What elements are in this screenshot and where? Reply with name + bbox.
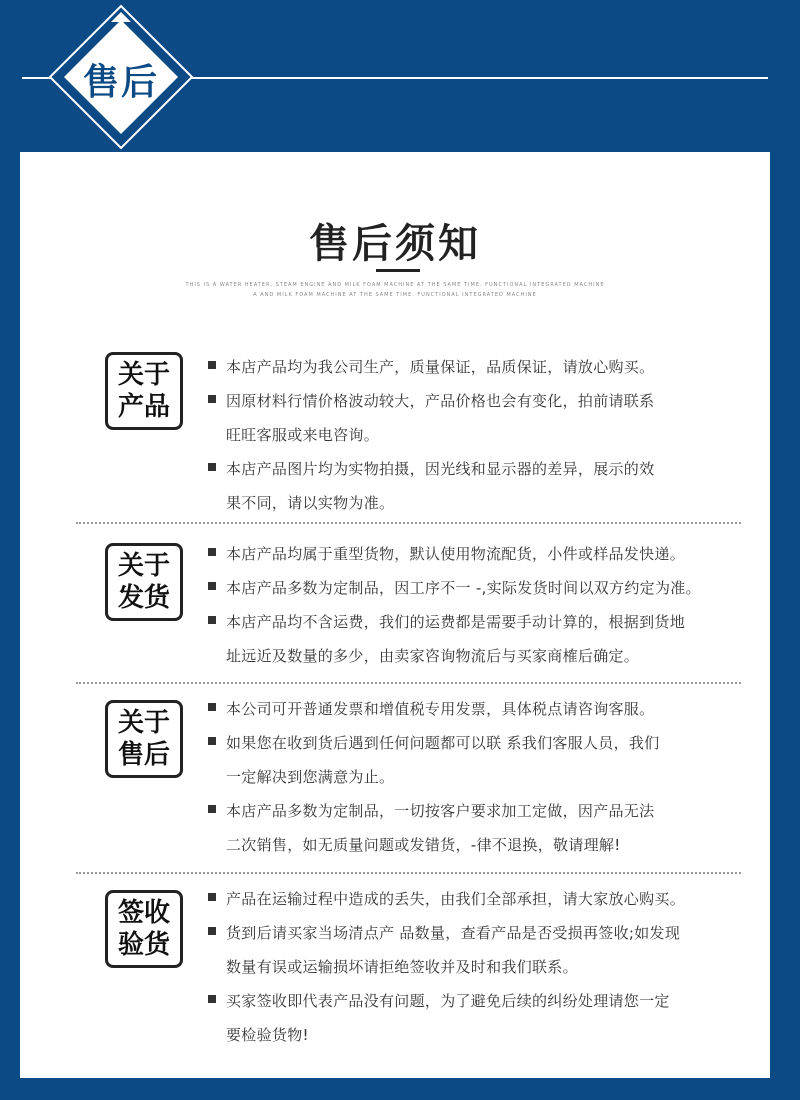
item-text: 本店产品图片均为实物拍摄，因光线和显示器的差异，展示的效 <box>226 460 655 478</box>
section-badge-bottom: 售后 <box>117 740 170 770</box>
list-item <box>208 726 748 794</box>
item-text: 货到后请买家当场清点产 品数量，查看产品是否受损再签收;如发现 <box>226 924 681 942</box>
square-bullet-icon <box>208 805 216 813</box>
title-underline <box>376 269 420 272</box>
section-divider <box>76 522 741 524</box>
list-item <box>208 537 748 571</box>
item-text: 旺旺客服或来电咨询。 <box>226 426 380 444</box>
square-bullet-icon <box>208 893 216 901</box>
item-text: 要检验货物! <box>226 1026 309 1044</box>
item-text: 本店产品多数为定制品，因工序不一 -,实际发货时间以双方约定为准。 <box>226 579 701 597</box>
section-items <box>208 882 748 1052</box>
section-badge <box>105 700 183 778</box>
notice-panel <box>20 152 770 1078</box>
list-item <box>208 692 748 726</box>
square-bullet-icon <box>208 395 216 403</box>
item-text: 址远近及数量的多少，由卖家咨询物流后与买家商榷后确定。 <box>226 647 640 665</box>
page-title: 售后须知 <box>309 221 481 267</box>
section-badge-bottom: 发货 <box>117 583 170 613</box>
item-text: 因原材料行情价格波动较大，产品价格也会有变化，拍前请联系 <box>226 392 655 410</box>
list-item <box>208 882 748 916</box>
item-text: 本店产品均属于重型货物，默认使用物流配货，小件或样品发快递。 <box>226 545 686 563</box>
section-badge <box>105 352 183 430</box>
section-divider <box>76 682 741 684</box>
list-item <box>208 452 748 520</box>
subtitle-line-2: A AND MILK FOAM MACHINE AT THE SAME TIME. FUNCTIONAL INTEGRATED MACHINE <box>253 292 537 298</box>
section-badge-bottom: 产品 <box>117 392 170 422</box>
header-badge <box>48 4 194 150</box>
list-item <box>208 984 748 1052</box>
section-badge-top: 关于 <box>117 551 170 581</box>
square-bullet-icon <box>208 927 216 935</box>
section-items <box>208 692 748 862</box>
square-bullet-icon <box>208 463 216 471</box>
square-bullet-icon <box>208 548 216 556</box>
list-item <box>208 916 748 984</box>
item-text: 本店产品多数为定制品，一切按客户要求加工定做，因产品无法 <box>226 802 655 820</box>
item-text: 一定解决到您满意为止。 <box>226 768 395 786</box>
section-items <box>208 537 748 673</box>
item-text: 数量有误或运输损坏请拒绝签收并及时和我们联系。 <box>226 958 578 976</box>
square-bullet-icon <box>208 361 216 369</box>
section-divider <box>76 872 741 874</box>
item-text: 果不同，请以实物为准。 <box>226 494 395 512</box>
list-item <box>208 605 748 673</box>
list-item <box>208 794 748 862</box>
list-item <box>208 571 748 605</box>
section-badge-bottom: 验货 <box>117 930 170 960</box>
item-text: 如果您在收到货后遇到任何问题都可以联 系我们客服人员，我们 <box>226 734 660 752</box>
item-text: 产品在运输过程中造成的丢失，由我们全部承担，请大家放心购买。 <box>226 890 686 908</box>
item-text: 买家签收即代表产品没有问题，为了避免后续的纠纷处理请您一定 <box>226 992 670 1010</box>
section-badge <box>105 890 183 968</box>
list-item <box>208 384 748 452</box>
subtitle-line-1: THIS IS A WATER HEATER, STEAM ENGINE AND MILK FOAM MACHINE AT THE SAME TIME. FUNCTIONAL INTEGRATED MACHINE <box>185 282 605 288</box>
item-text: 本公司可开普通发票和增值税专用发票，具体税点请咨询客服。 <box>226 700 655 718</box>
item-text: 二次销售，如无质量问题或发错货，-律不退换，敬请理解! <box>226 836 621 854</box>
square-bullet-icon <box>208 995 216 1003</box>
square-bullet-icon <box>208 737 216 745</box>
section-badge-top: 签收 <box>117 898 170 928</box>
section-badge <box>105 543 183 621</box>
item-text: 本店产品均为我公司生产，质量保证，品质保证，请放心购买。 <box>226 358 655 376</box>
list-item <box>208 350 748 384</box>
square-bullet-icon <box>208 582 216 590</box>
section-badge-top: 关于 <box>117 360 170 390</box>
section-badge-top: 关于 <box>117 708 170 738</box>
header-badge-text: 售后 <box>82 62 159 103</box>
square-bullet-icon <box>208 703 216 711</box>
item-text: 本店产品均不含运费，我们的运费都是需要手动计算的，根据到货地 <box>226 613 686 631</box>
square-bullet-icon <box>208 616 216 624</box>
section-items <box>208 350 748 520</box>
